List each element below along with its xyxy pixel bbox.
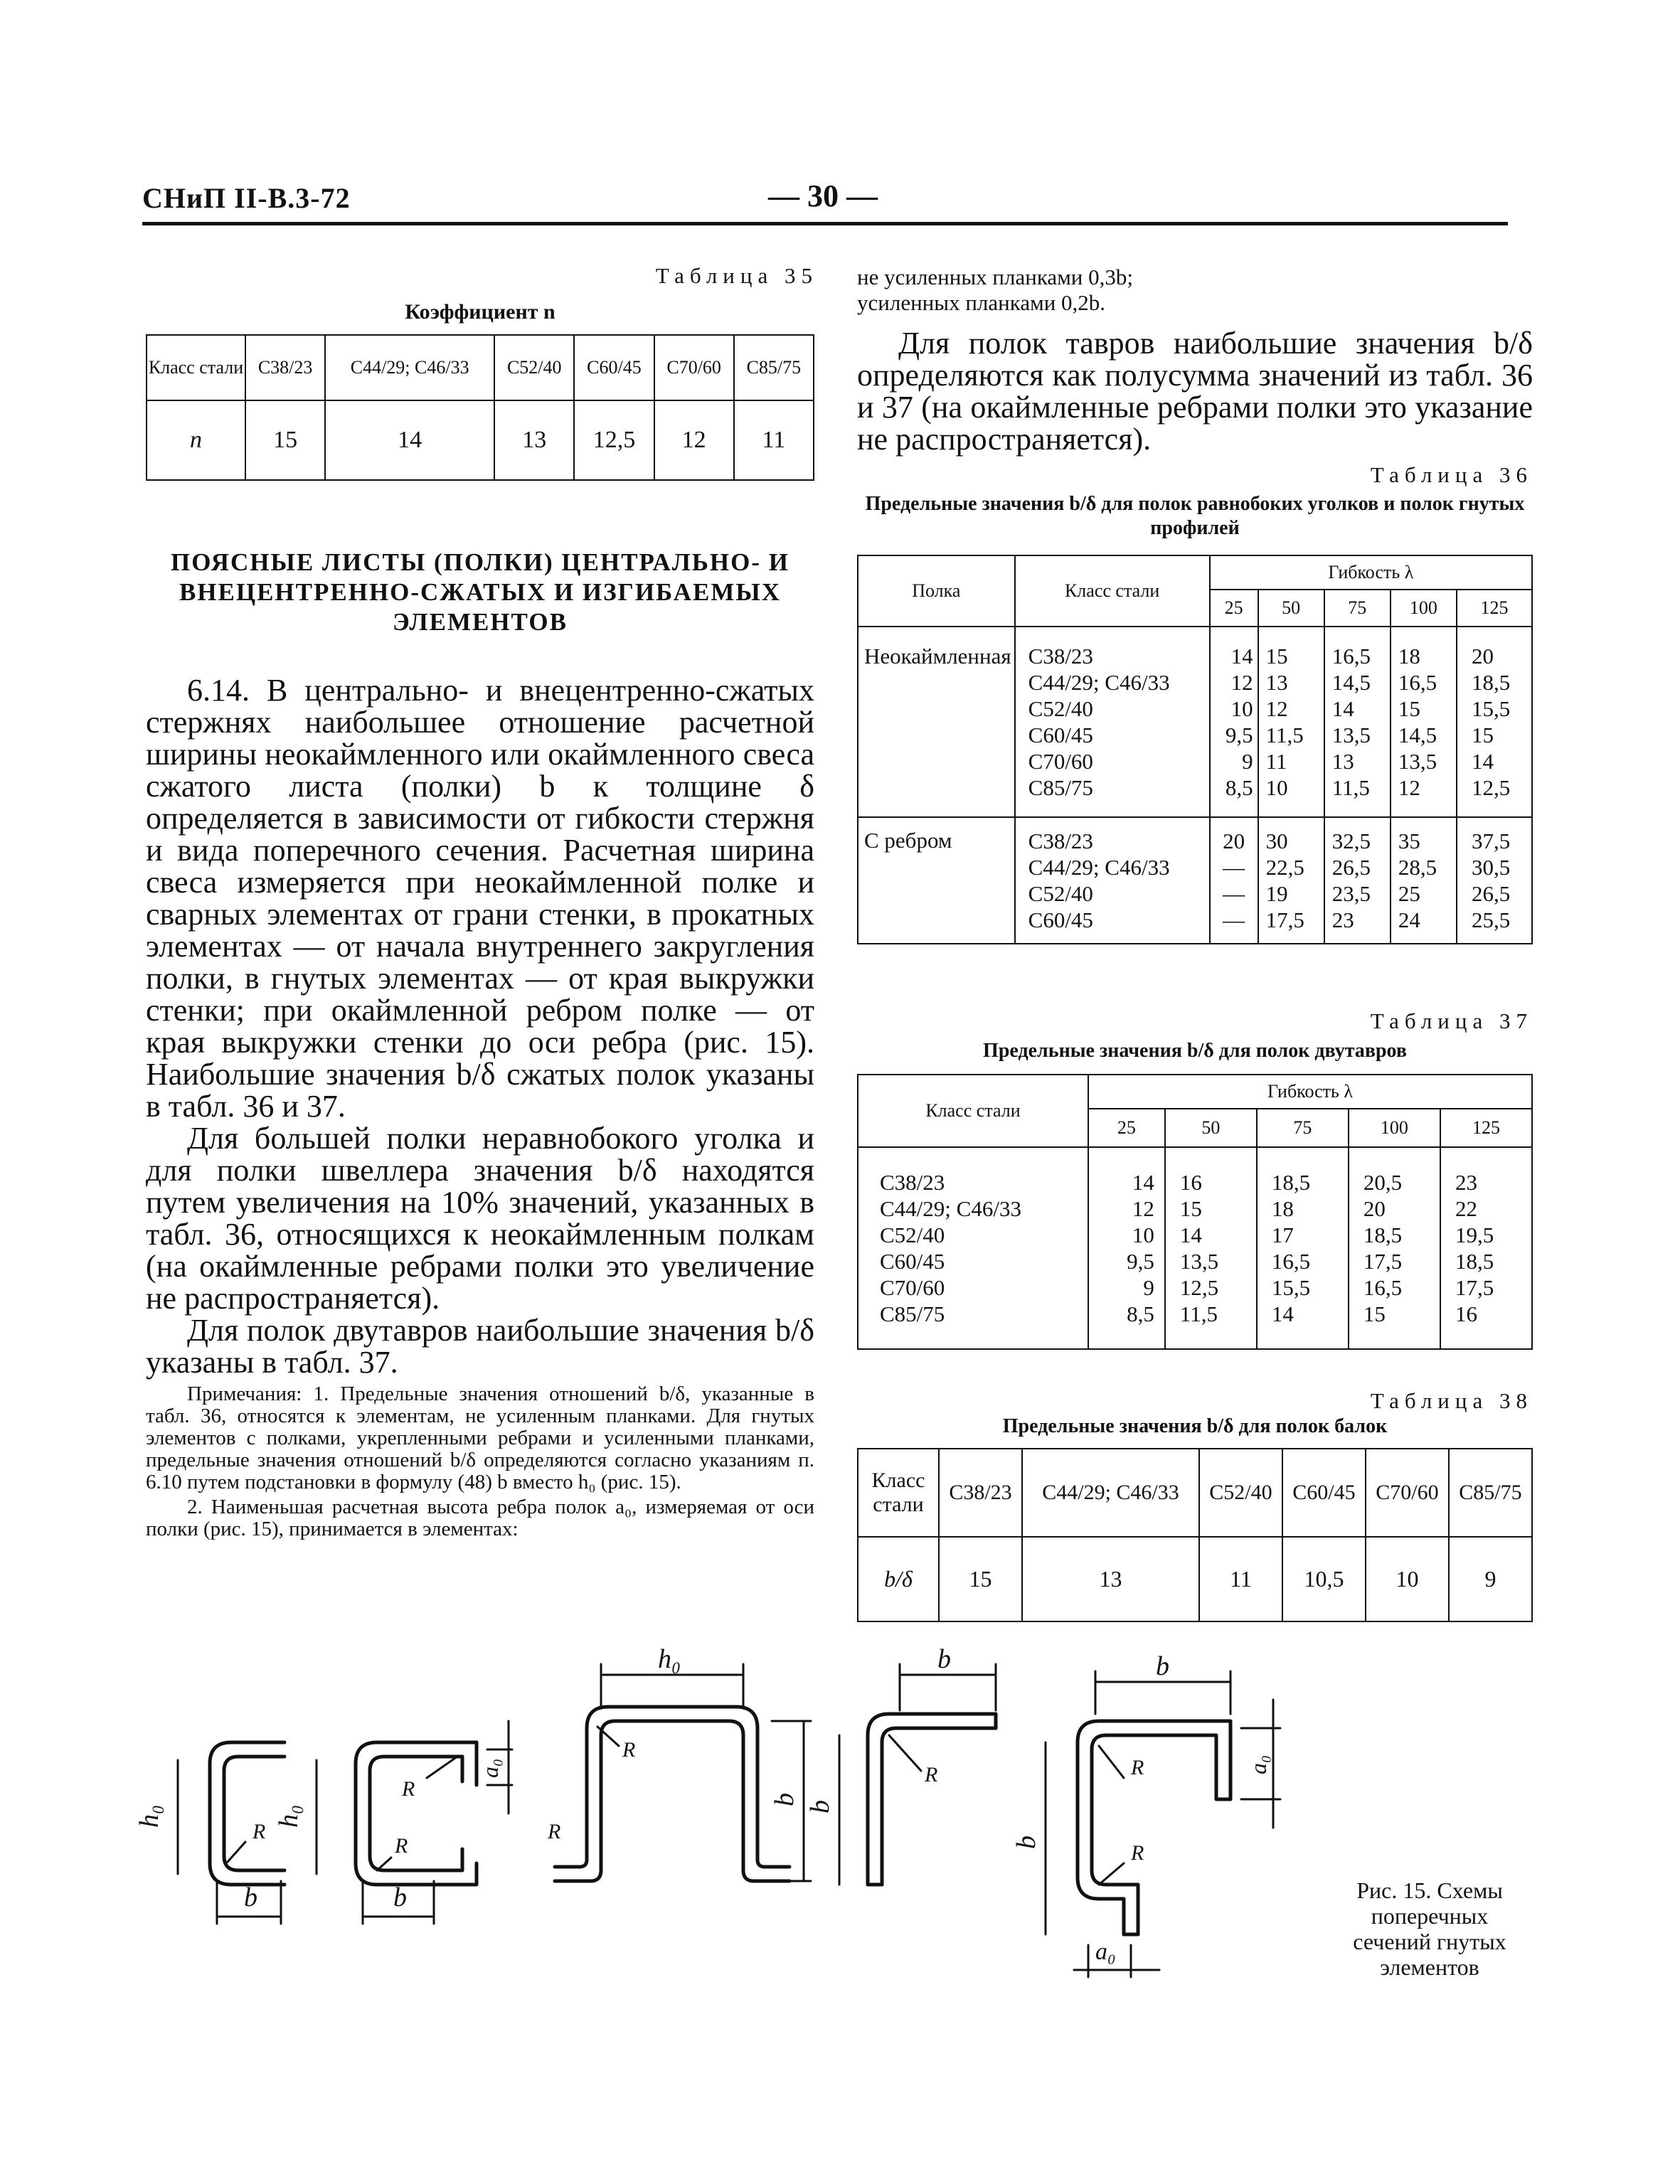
table35-value: 11 bbox=[734, 400, 814, 480]
table38-row-head: Класс стали bbox=[858, 1449, 939, 1537]
table36-values: 15 13 12 11,5 11 10 bbox=[1258, 627, 1324, 817]
table38-title: Предельные значения b/δ для полок балок bbox=[1002, 1415, 1388, 1437]
section-hat bbox=[555, 1721, 790, 1881]
table36-head-class: Класс стали bbox=[1015, 555, 1210, 627]
section-lipped-channel bbox=[356, 1742, 477, 1885]
table35-class: С38/23 bbox=[245, 335, 325, 400]
figure-15-caption: Рис. 15. Схемы поперечных сечений гнутых элементов bbox=[1353, 1877, 1506, 1980]
table38-param: b/δ bbox=[858, 1537, 939, 1621]
table36-group-label: С ребром bbox=[858, 817, 1015, 944]
table35-value: 12,5 bbox=[574, 400, 654, 480]
table35-title: Коэффициент n bbox=[405, 300, 555, 324]
table38-class: С52/40 bbox=[1199, 1449, 1282, 1537]
cont-line-2: усиленных планками 0,2b. bbox=[857, 290, 1106, 315]
table36-values: 16,5 14,5 14 13,5 13 11,5 bbox=[1324, 627, 1391, 817]
table37-caption: Таблица 37 bbox=[1370, 1008, 1533, 1033]
table37-values: 20,5 20 18,5 17,5 16,5 15 bbox=[1349, 1147, 1440, 1349]
table36-values: 37,5 30,5 26,5 25,5 bbox=[1457, 817, 1532, 944]
table36-classes: С38/23 С44/29; С46/33 С52/40 С60/45 bbox=[1015, 817, 1210, 944]
label-h0: h₀ bbox=[274, 1804, 304, 1828]
label-a0: a₀ bbox=[1245, 1754, 1271, 1774]
table36-values: 32,5 26,5 23,5 23 bbox=[1324, 817, 1391, 944]
table36-values: 20 — — — bbox=[1210, 817, 1258, 944]
table35 bbox=[146, 334, 814, 481]
label-b: b bbox=[244, 1882, 257, 1912]
table38-value: 9 bbox=[1449, 1537, 1532, 1621]
table35-caption: Таблица 35 bbox=[655, 263, 818, 288]
table38-value: 15 bbox=[939, 1537, 1022, 1621]
notes bbox=[146, 1383, 814, 1543]
table36-values: 14 12 10 9,5 9 8,5 bbox=[1210, 627, 1258, 817]
table37-classes: С38/23 С44/29; С46/33 С52/40 С60/45 С70/60 С85/75 bbox=[858, 1147, 1088, 1349]
table37-head-class: Класс стали bbox=[858, 1075, 1088, 1147]
table37-lambda: 75 bbox=[1257, 1109, 1349, 1147]
table37-title: Предельные значения b/δ для полок двутавров bbox=[983, 1040, 1407, 1062]
table36-lambda: 75 bbox=[1324, 590, 1391, 627]
label-h0: h₀ bbox=[134, 1804, 164, 1828]
left-body bbox=[146, 674, 814, 1378]
table38-class: С85/75 bbox=[1449, 1449, 1532, 1537]
table36-lambda: 50 bbox=[1258, 590, 1324, 627]
table37-lambda: 125 bbox=[1440, 1109, 1532, 1147]
table37-values: 16 15 14 13,5 12,5 11,5 bbox=[1165, 1147, 1257, 1349]
table37-lambda: 50 bbox=[1165, 1109, 1257, 1147]
document-code: СНиП II-В.3-72 bbox=[142, 182, 351, 214]
table36-title: Предельные значения b/δ для полок равнобоких уголков и полок гнутых профилей bbox=[865, 493, 1525, 539]
label-h0: h₀ bbox=[658, 1644, 681, 1674]
label-R: R bbox=[1131, 1756, 1144, 1779]
note-1: Примечания: 1. Предельные значения отношений b/δ, указанные в табл. 36, относятся к элементам, не усиленным планками. Для гнутых элементов с полками, укрепленными ребрами и усиленными планками, предельные значения отношений b/δ определяются согласно указаниям п. 6.10 путем подстановки в формулу (48) b вместо h₀ (рис. 15). bbox=[146, 1383, 814, 1493]
table36-lambda: 100 bbox=[1391, 590, 1457, 627]
table38-class: С70/60 bbox=[1366, 1449, 1449, 1537]
table36-values: 35 28,5 25 24 bbox=[1391, 817, 1457, 944]
right-body bbox=[857, 327, 1533, 455]
label-b: b bbox=[805, 1800, 835, 1813]
table35-class: С85/75 bbox=[734, 335, 814, 400]
table38-value: 11 bbox=[1199, 1537, 1282, 1621]
label-R: R bbox=[395, 1834, 408, 1858]
table38-class: С38/23 bbox=[939, 1449, 1022, 1537]
table38-value: 10 bbox=[1366, 1537, 1449, 1621]
label-R: R bbox=[548, 1820, 561, 1843]
table38-value: 10,5 bbox=[1282, 1537, 1366, 1621]
table35-value: 12 bbox=[654, 400, 734, 480]
table36-head-polka: Полка bbox=[858, 555, 1015, 627]
table38 bbox=[857, 1448, 1533, 1622]
section-title: ПОЯСНЫЕ ЛИСТЫ (ПОЛКИ) ЦЕНТРАЛЬНО- И ВНЕЦЕНТРЕННО-СЖАТЫХ И ИЗГИБАЕМЫХ ЭЛЕМЕНТОВ bbox=[170, 548, 790, 636]
table36-caption: Таблица 36 bbox=[1370, 462, 1533, 487]
label-b: b bbox=[1011, 1836, 1041, 1849]
paragraph-6-14: 6.14. В центрально- и внецентренно-сжатых стержнях наибольшее отношение расчетной ширины неокаймленного или окаймленного свеса сжатого листа (полки) b к толщине δ определяется в зависимости от гибкости стержня и вида поперечного сечения. Расчетная ширина свеса измеряется при неокаймленной полке и сварных элементах от грани стенки, в прокатных элементах — от начала внутреннего закругления полки, в гнутых элементах — от края выкружки стенки; при окаймленной ребром полке — от края выкружки стенки до оси ребра (рис. 15). Наибольшие значения b/δ сжатых полок указаны в табл. 36 и 37. bbox=[146, 673, 814, 1124]
table35-class: С70/60 bbox=[654, 335, 734, 400]
label-a0: a₀ bbox=[1095, 1939, 1116, 1965]
label-b: b bbox=[770, 1793, 799, 1806]
label-b: b bbox=[937, 1644, 951, 1674]
table36-values: 18 16,5 15 14,5 13,5 12 bbox=[1391, 627, 1457, 817]
table38-caption: Таблица 38 bbox=[1370, 1388, 1533, 1413]
paragraph-unequal-angle: Для большей полки неравнобокого уголка и для полки швеллера значения b/δ находятся путем увеличения на 10% значений, указанных в табл. 36, относящихся к неокаймленным полкам (на окаймленные ребрами полки это увеличение не распространяется). bbox=[146, 1121, 814, 1316]
right-continuation bbox=[857, 265, 1533, 316]
table37 bbox=[857, 1074, 1533, 1350]
table37-values: 14 12 10 9,5 9 8,5 bbox=[1088, 1147, 1165, 1349]
label-R: R bbox=[252, 1820, 266, 1843]
label-a0: a₀ bbox=[477, 1758, 503, 1778]
table37-head-flex: Гибкость λ bbox=[1088, 1075, 1532, 1109]
table36-classes: С38/23 С44/29; С46/33 С52/40 С60/45 С70/60 С85/75 bbox=[1015, 627, 1210, 817]
paragraph-i-beam: Для полок двутавров наибольшие значения b/δ указаны в табл. 37. bbox=[146, 1313, 814, 1380]
label-R: R bbox=[402, 1777, 415, 1801]
table37-values: 18,5 18 17 16,5 15,5 14 bbox=[1257, 1147, 1349, 1349]
table35-class: С60/45 bbox=[574, 335, 654, 400]
section-lipped-z bbox=[1078, 1721, 1230, 1934]
table38-value: 13 bbox=[1022, 1537, 1199, 1621]
page-number: — 30 — bbox=[768, 179, 878, 213]
table36-values: 20 18,5 15,5 15 14 12,5 bbox=[1457, 627, 1532, 817]
paragraph-tee: Для полок тавров наибольшие значения b/δ определяются как полусумма значений из табл. 36 и 37 (на окаймленные ребрами полки это указание не распространяется). bbox=[857, 326, 1533, 457]
table36-values: 30 22,5 19 17,5 bbox=[1258, 817, 1324, 944]
table35-param: n bbox=[147, 400, 245, 480]
table36-group-label: Неокаймленная bbox=[858, 627, 1015, 817]
table35-value: 13 bbox=[494, 400, 574, 480]
label-R: R bbox=[925, 1763, 938, 1786]
label-R: R bbox=[1131, 1841, 1144, 1865]
table36-lambda: 25 bbox=[1210, 590, 1258, 627]
label-b: b bbox=[393, 1882, 407, 1912]
table37-lambda: 25 bbox=[1088, 1109, 1165, 1147]
cont-line-1: не усиленных планками 0,3b; bbox=[857, 265, 1134, 289]
table36-lambda: 125 bbox=[1457, 590, 1532, 627]
header-rule bbox=[142, 222, 1508, 225]
table35-value: 15 bbox=[245, 400, 325, 480]
table35-row-head: Класс стали bbox=[147, 335, 245, 400]
table35-class: С52/40 bbox=[494, 335, 574, 400]
table37-lambda: 100 bbox=[1349, 1109, 1440, 1147]
table35-value: 14 bbox=[325, 400, 494, 480]
section-angle bbox=[868, 1714, 996, 1885]
table38-class: С44/29; С46/33 bbox=[1022, 1449, 1199, 1537]
note-2: 2. Наименьшая расчетная высота ребра полок a₀, измеряемая от оси полки (рис. 15), принимается в элементах: bbox=[146, 1496, 814, 1540]
table38-class: С60/45 bbox=[1282, 1449, 1366, 1537]
label-b: b bbox=[1156, 1651, 1169, 1681]
table36 bbox=[857, 555, 1533, 944]
label-R: R bbox=[622, 1738, 636, 1762]
table36-head-flex: Гибкость λ bbox=[1210, 555, 1532, 590]
table37-values: 23 22 19,5 18,5 17,5 16 bbox=[1440, 1147, 1532, 1349]
table35-class: С44/29; С46/33 bbox=[325, 335, 494, 400]
